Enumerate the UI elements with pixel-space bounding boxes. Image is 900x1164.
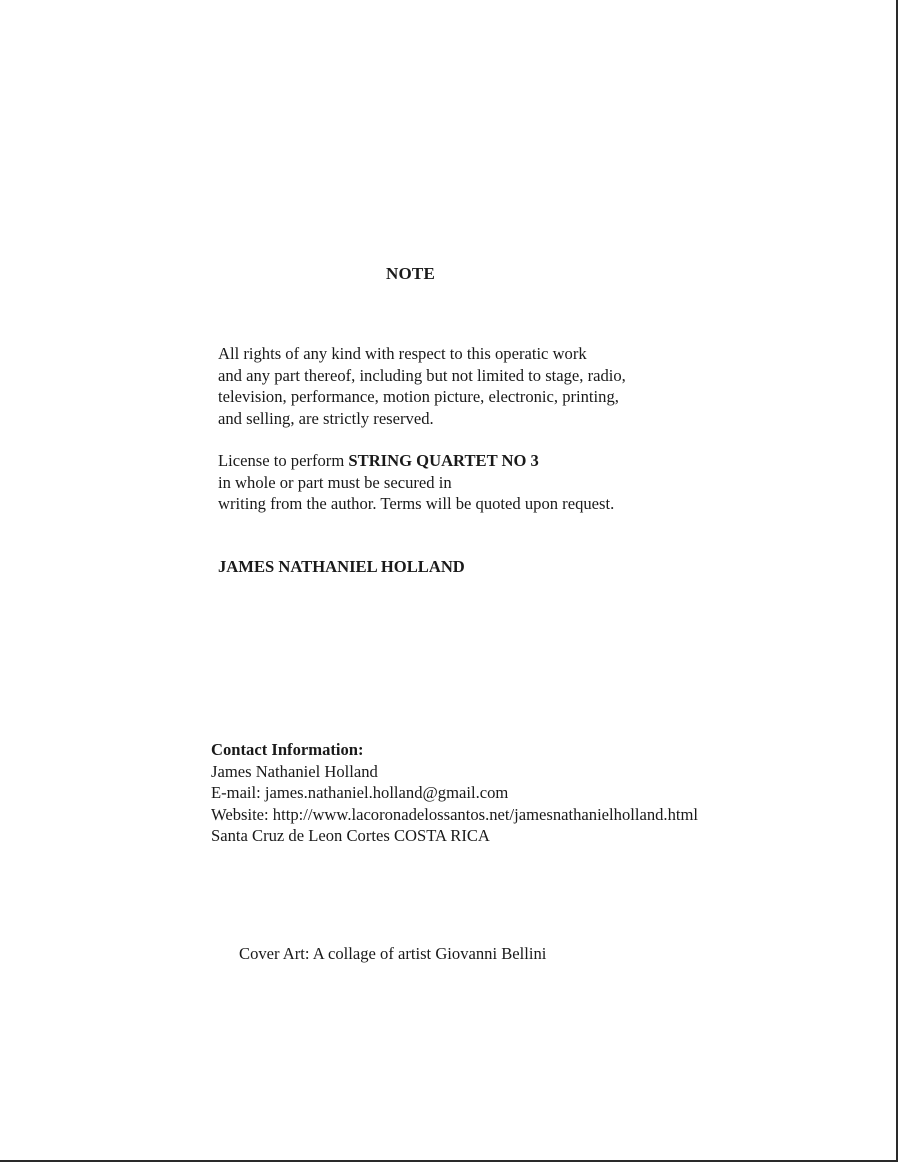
rights-line: All rights of any kind with respect to this operatic work [218, 344, 587, 363]
rights-line: and selling, are strictly reserved. [218, 408, 434, 428]
contact-email: E-mail: james.nathaniel.holland@gmail.com [211, 783, 509, 802]
contact-website: Website: http://www.lacoronadelossantos.net/jamesnathanielholland.html [211, 804, 698, 824]
rights-line: television, performance, motion picture, electronic, printing, [218, 387, 619, 406]
license-prefix: License to perform [218, 451, 349, 470]
contact-heading: Contact Information: [211, 740, 364, 759]
work-title: STRING QUARTET NO 3 [348, 451, 539, 470]
contact-location: Santa Cruz de Leon Cortes COSTA RICA [211, 826, 490, 845]
note-title: NOTE [386, 264, 435, 283]
contact-name: James Nathaniel Holland [211, 761, 378, 781]
cover-art-credit: Cover Art: A collage of artist Giovanni Bellini [239, 944, 547, 963]
license-line: writing from the author. Terms will be quoted upon request. [218, 494, 615, 513]
license-line: in whole or part must be secured in [218, 472, 452, 492]
contact-block [211, 739, 698, 847]
rights-paragraph [218, 343, 626, 429]
author-name: JAMES NATHANIEL HOLLAND [218, 557, 465, 576]
license-paragraph [218, 450, 614, 515]
rights-line: and any part thereof, including but not limited to stage, radio, [218, 365, 626, 385]
license-first-line [218, 450, 614, 472]
